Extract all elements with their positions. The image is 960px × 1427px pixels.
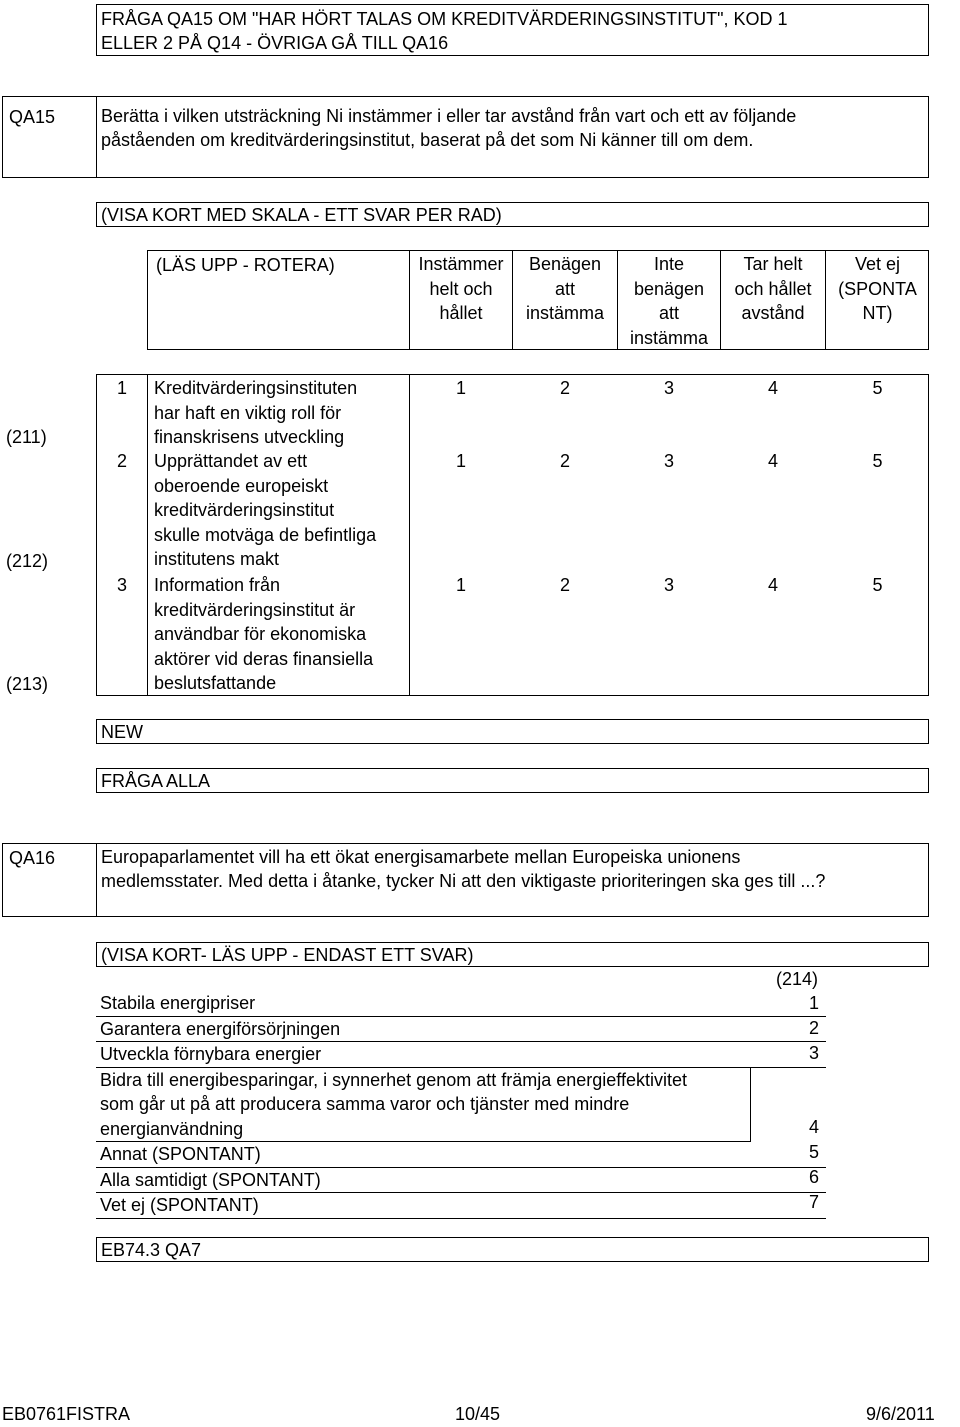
scale-header-2 bbox=[513, 252, 617, 326]
option-text: Annat (SPONTANT) bbox=[100, 1144, 261, 1164]
scale-header-text: Inte bbox=[653, 254, 685, 274]
option-garantera-energiforsorjningen[interactable] bbox=[96, 1017, 826, 1043]
qa15-question-line-2: påståenden om kreditvärderingsinstitut, baserat på det som Ni känner till om dem. bbox=[101, 130, 754, 150]
option-code[interactable]: 3 bbox=[809, 1043, 820, 1063]
scale-header-text: Tar helt bbox=[743, 254, 803, 274]
option-text: Garantera energiförsörjningen bbox=[100, 1018, 341, 1039]
option-vet-ej-spontant[interactable] bbox=[96, 1193, 826, 1219]
scale-header-text: instämma bbox=[525, 303, 605, 323]
scale-header-text: NT) bbox=[862, 303, 893, 323]
scale-header-text: Benägen bbox=[528, 254, 602, 274]
statement-line: beslutsfattande bbox=[154, 673, 277, 693]
footer-right: 9/6/2011 bbox=[866, 1404, 935, 1424]
statement-line: finanskrisens utveckling bbox=[154, 427, 345, 447]
source-ref-box bbox=[96, 1237, 929, 1262]
option-text: som går ut på att producera samma varor och tjänster med mindre bbox=[100, 1094, 630, 1114]
number-col-divider bbox=[147, 374, 148, 696]
header-line-1: FRÅGA QA15 OM "HAR HÖRT TALAS OM KREDITVÄRDERINGSINSTITUT", KOD 1 bbox=[101, 9, 788, 29]
scale-header-text: (SPONTA bbox=[838, 278, 917, 299]
option-utveckla-fornybara-energier[interactable] bbox=[96, 1042, 826, 1068]
answer-code[interactable]: 1 bbox=[455, 378, 466, 398]
answer-code[interactable]: 5 bbox=[872, 451, 883, 471]
answer-code[interactable]: 4 bbox=[767, 378, 778, 398]
option-stabila-energipriser[interactable] bbox=[96, 991, 826, 1017]
option-text: Vet ej (SPONTANT) bbox=[100, 1195, 259, 1215]
statement-line: Information från bbox=[154, 575, 281, 595]
option-code[interactable]: 5 bbox=[809, 1142, 820, 1162]
scale-header-text: att bbox=[554, 278, 575, 299]
statement-item-1 bbox=[154, 376, 357, 450]
footer-left: EB0761FISTRA bbox=[2, 1404, 131, 1424]
answer-code[interactable]: 2 bbox=[559, 451, 570, 471]
scale-header-5 bbox=[826, 252, 929, 326]
scale-header-text: benägen bbox=[633, 278, 705, 299]
answer-code[interactable]: 1 bbox=[455, 575, 466, 595]
statement-line: oberoende europeiskt bbox=[154, 475, 329, 496]
item-number: 1 bbox=[117, 378, 128, 398]
statement-line: användbar för ekonomiska bbox=[154, 624, 367, 644]
option-text: energianvändning bbox=[100, 1118, 244, 1139]
statement-line: kreditvärderingsinstitut är bbox=[154, 599, 356, 620]
answer-code[interactable]: 5 bbox=[872, 378, 883, 398]
scale-header-text: och hållet bbox=[734, 278, 812, 299]
option-text: Utveckla förnybara energier bbox=[100, 1044, 322, 1064]
statement-line: skulle motväga de befintliga bbox=[154, 524, 377, 545]
scale-header-text: instämma bbox=[629, 327, 709, 348]
header-line-2: ELLER 2 PÅ Q14 - ÖVRIGA GÅ TILL QA16 bbox=[101, 33, 449, 53]
scale-header-text: hållet bbox=[439, 303, 483, 323]
answer-code[interactable]: 4 bbox=[767, 575, 778, 595]
scale-header-3 bbox=[618, 252, 720, 350]
var-code-211: (211) bbox=[6, 427, 47, 447]
answer-code[interactable]: 4 bbox=[767, 451, 778, 471]
qa16-question-line-2: medlemsstater. Med detta i åtanke, tycker Ni att den viktigaste prioriteringen ska ges till ...? bbox=[101, 871, 826, 891]
qa15-code: QA15 bbox=[9, 107, 56, 127]
answer-code[interactable]: 3 bbox=[663, 575, 674, 595]
read-instruction: (LÄS UPP - ROTERA) bbox=[156, 255, 335, 275]
new-label: NEW bbox=[101, 722, 143, 742]
option-code[interactable]: 4 bbox=[809, 1117, 820, 1137]
option-text: Bidra till energibesparingar, i synnerhet genom att främja energieffektivitet bbox=[100, 1069, 687, 1090]
scale-header-text: helt och bbox=[429, 278, 493, 299]
answer-code[interactable]: 5 bbox=[872, 575, 883, 595]
qa16-code: QA16 bbox=[9, 848, 56, 868]
option-alla-samtidigt-spontant[interactable] bbox=[96, 1168, 826, 1194]
fraga-alla-box bbox=[96, 768, 929, 793]
qa16-instruction: (VISA KORT- LÄS UPP - ENDAST ETT SVAR) bbox=[101, 945, 474, 965]
answer-code[interactable]: 2 bbox=[559, 575, 570, 595]
scale-header-text: Vet ej bbox=[854, 254, 901, 274]
answer-code[interactable]: 3 bbox=[663, 378, 674, 398]
item-number: 2 bbox=[117, 451, 128, 471]
statement-item-2 bbox=[154, 449, 376, 572]
qa16-instruction-box bbox=[96, 942, 929, 967]
answer-code[interactable]: 2 bbox=[559, 378, 570, 398]
option-code[interactable]: 6 bbox=[809, 1167, 820, 1187]
new-label-box bbox=[96, 719, 929, 744]
statement-line: har haft en viktig roll för bbox=[154, 402, 342, 423]
scale-header-text: avstånd bbox=[741, 303, 805, 323]
fraga-alla-label: FRÅGA ALLA bbox=[101, 771, 211, 791]
statement-line: aktörer vid deras finansiella bbox=[154, 648, 374, 669]
qa15-question-line-1: Berätta i vilken utsträckning Ni instämmer i eller tar avstånd från vart och ett av följande bbox=[101, 106, 797, 126]
var-code-212: (212) bbox=[6, 551, 49, 571]
source-ref: EB74.3 QA7 bbox=[101, 1240, 202, 1260]
statement-line: Kreditvärderingsinstituten bbox=[154, 378, 358, 398]
var-code-213: (213) bbox=[6, 674, 49, 694]
qa16-var-code: (214) bbox=[776, 969, 819, 989]
option-bidra-till-energibesparingar[interactable] bbox=[96, 1068, 751, 1143]
qa16-question-line-1: Europaparlamentet vill ha ett ökat energisamarbete mellan Europeiska unionens bbox=[101, 847, 741, 867]
qa15-divider bbox=[96, 96, 97, 178]
option-text: Alla samtidigt (SPONTANT) bbox=[100, 1169, 321, 1190]
scale-header-1 bbox=[410, 252, 512, 326]
qa16-divider bbox=[96, 843, 97, 917]
scale-header-text: Instämmer bbox=[418, 254, 504, 274]
header-box bbox=[96, 4, 929, 56]
scale-header-text: att bbox=[658, 303, 679, 323]
option-code[interactable]: 2 bbox=[809, 1018, 820, 1038]
scale-header-4 bbox=[721, 252, 825, 326]
qa15-instruction: (VISA KORT MED SKALA - ETT SVAR PER RAD) bbox=[101, 205, 502, 225]
item-number: 3 bbox=[117, 575, 128, 595]
option-annat-spontant[interactable] bbox=[96, 1142, 826, 1168]
option-text: Stabila energipriser bbox=[100, 993, 256, 1013]
statement-line: institutens makt bbox=[154, 549, 280, 569]
statement-item-3 bbox=[154, 573, 373, 696]
statement-col-divider bbox=[409, 374, 410, 696]
answer-code[interactable]: 1 bbox=[455, 451, 466, 471]
answer-code[interactable]: 3 bbox=[663, 451, 674, 471]
statement-line: Upprättandet av ett bbox=[154, 451, 308, 471]
footer-center: 10/45 bbox=[455, 1404, 501, 1424]
statement-line: kreditvärderingsinstitut bbox=[154, 500, 335, 520]
option-code[interactable]: 1 bbox=[809, 993, 820, 1013]
option-code[interactable]: 7 bbox=[809, 1192, 820, 1212]
qa15-instruction-box bbox=[96, 202, 929, 227]
qa16-options-list bbox=[96, 991, 826, 1219]
